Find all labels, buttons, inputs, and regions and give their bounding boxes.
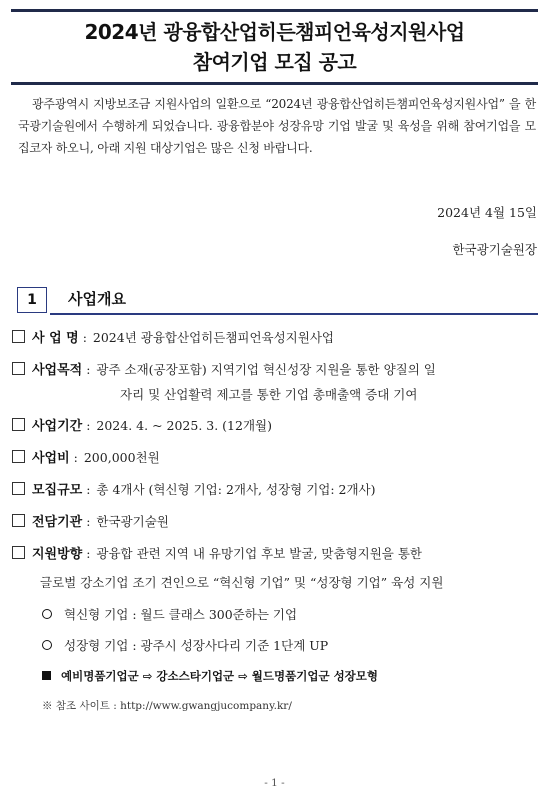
checkbox-square-icon [12, 482, 25, 495]
intro-paragraph: 광주광역시 지방보조금 지원사업의 일환으로 “2024년 광융합산업히든챔피언육성지원사업” 을 한국광기술원에서 수행하게 되었습니다. 광융합분야 성장유망 기업 발굴 및 육성을 위해 참여기업을 모집코자 하오니, 아래 지원 대상기업은 많은 신청 바랍니다. [18, 97, 536, 155]
sub-item-growth [42, 636, 328, 654]
square-bullet-icon [42, 671, 51, 680]
item-purpose-continuation: 자리 및 산업활력 제고를 통한 기업 총매출액 증대 기여 [120, 387, 418, 402]
item-separator: : [82, 514, 95, 529]
item-value: 200,000천원 [83, 450, 160, 465]
item-period [12, 416, 542, 437]
title-top-rule [11, 9, 538, 12]
item-separator: : [82, 482, 95, 497]
item-label: 사업목적 [32, 363, 83, 378]
announcement-date: 2024년 4월 15일 [437, 205, 537, 220]
item-project-name [12, 328, 542, 349]
sub-item-innovative [42, 605, 297, 623]
item-separator: : [78, 330, 91, 345]
issuer-name: 한국광기술원장 [452, 242, 537, 257]
growth-model-flow [42, 668, 378, 684]
item-separator: : [82, 546, 95, 561]
checkbox-square-icon [12, 546, 25, 559]
item-value: 광주 소재(공장포함) 지역기업 혁신성장 지원을 통한 양질의 일 [96, 362, 436, 377]
item-label: 사업기간 [32, 419, 83, 434]
reference-note: ※ 참조 사이트 : http://www.gwangjucompany.kr/ [42, 700, 292, 712]
item-label: 사 업 명 [32, 331, 79, 346]
checkbox-square-icon [12, 362, 25, 375]
item-direction [12, 544, 542, 565]
checkbox-square-icon [12, 418, 25, 431]
circle-bullet-icon [42, 609, 52, 619]
item-separator: : [82, 418, 95, 433]
item-separator: : [82, 362, 95, 377]
item-label: 모집규모 [32, 483, 83, 498]
title-bottom-rule [11, 82, 538, 85]
section-number: 1 [17, 287, 47, 313]
item-value: 2024년 광융합산업히든챔피언육성지원사업 [92, 330, 334, 345]
checkbox-square-icon [12, 450, 25, 463]
item-value: 한국광기술원 [96, 514, 169, 529]
item-purpose [12, 360, 542, 381]
item-scale [12, 480, 542, 501]
growth-model-text: 예비명품기업군 ⇨ 강소스타기업군 ⇨ 월드명품기업군 성장모형 [61, 669, 379, 683]
title-line-1: 2024년 광융합산업히든챔피언육성지원사업 [84, 20, 465, 44]
item-direction-continuation: 글로벌 강소기업 조기 견인으로 “혁신형 기업” 및 “성장형 기업” 육성 지원 [40, 575, 444, 590]
item-value: 2024. 4. ~ 2025. 3. (12개월) [96, 418, 272, 433]
checkbox-square-icon [12, 514, 25, 527]
item-budget [12, 448, 542, 469]
circle-bullet-icon [42, 640, 52, 650]
item-value: 총 4개사 (혁신형 기업: 2개사, 성장형 기업: 2개사) [96, 482, 376, 497]
item-value: 광융합 관련 지역 내 유망기업 후보 발굴, 맞춤형지원을 통한 [96, 546, 422, 561]
page-number: - 1 - [264, 777, 285, 789]
item-agency [12, 512, 542, 533]
sub-item-text: 혁신형 기업 : 월드 클래스 300준하는 기업 [64, 607, 298, 622]
title-line-2: 참여기업 모집 공고 [192, 50, 357, 74]
section-underline [50, 313, 538, 315]
item-label: 지원방향 [32, 547, 83, 562]
section-title: 사업개요 [68, 290, 126, 308]
checkbox-square-icon [12, 330, 25, 343]
sub-item-text: 성장형 기업 : 광주시 성장사다리 기준 1단계 UP [64, 638, 329, 653]
item-separator: : [69, 450, 82, 465]
item-label: 전담기관 [32, 515, 83, 530]
item-label: 사업비 [32, 451, 70, 466]
